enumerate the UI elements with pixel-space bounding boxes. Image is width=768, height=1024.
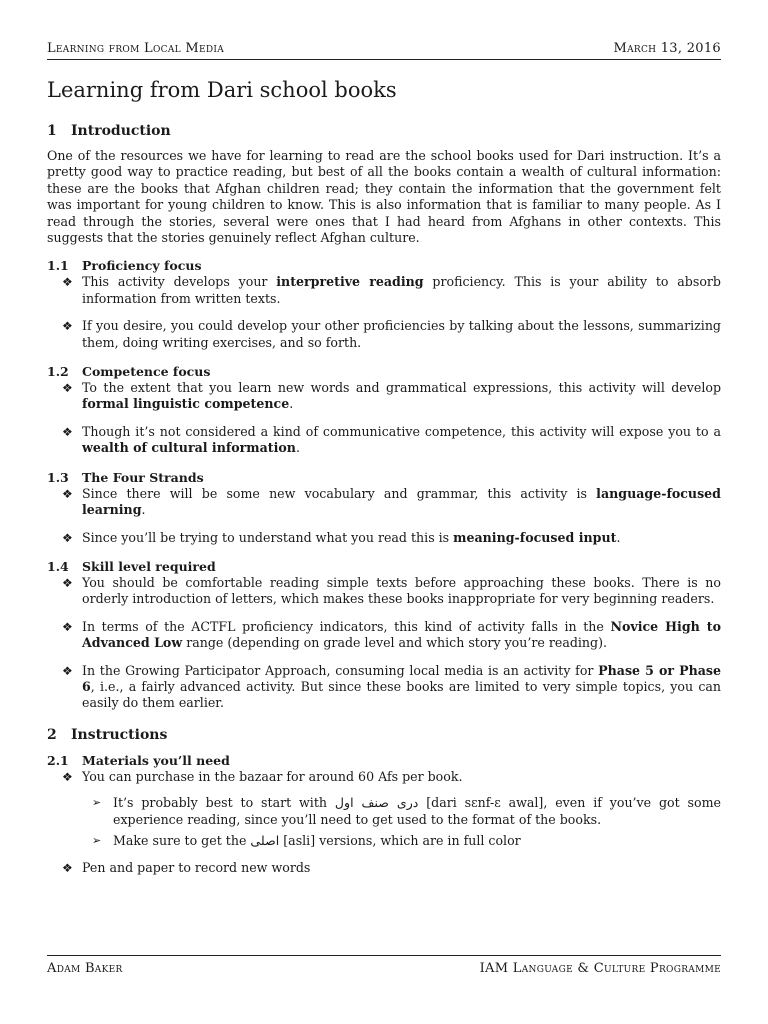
item-text: .	[141, 502, 146, 518]
diamond-bullet-icon: ❖	[62, 663, 73, 678]
subsection-title: Skill level required	[82, 558, 216, 574]
section-number: 1	[47, 123, 57, 139]
subsection-heading-proficiency	[47, 257, 721, 274]
list-item	[47, 274, 721, 307]
header-date: March 13, 2016	[613, 41, 721, 56]
item-emphasis: Phase 5 or Phase 6	[82, 662, 721, 694]
subsection-title: Competence focus	[82, 364, 211, 380]
item-text: To the extent that you learn new words and grammatical expressions, this activity will develop	[82, 380, 721, 396]
section-heading-introduction	[47, 122, 721, 140]
item-text: Since there will be some new vocabulary and grammar, this activity is	[82, 485, 597, 501]
sublist-item	[82, 795, 721, 828]
dari-text: دری صنف اول	[334, 795, 419, 811]
diamond-bullet-icon: ❖	[62, 619, 73, 634]
item-text: Make sure to get the	[113, 832, 251, 848]
diamond-bullet-icon: ❖	[62, 381, 73, 396]
competence-list	[47, 380, 721, 457]
subsection-heading-materials	[47, 752, 721, 769]
section-title: Instructions	[71, 726, 168, 743]
skill-level-list	[47, 575, 721, 712]
diamond-bullet-icon: ❖	[62, 424, 73, 439]
diamond-bullet-icon: ❖	[62, 275, 73, 290]
running-header	[47, 41, 721, 60]
diamond-bullet-icon: ❖	[62, 575, 73, 590]
subsection-heading-four-strands	[47, 469, 721, 486]
item-emphasis: meaning-focused input	[453, 529, 617, 545]
subsection-title: The Four Strands	[82, 469, 204, 485]
proficiency-list	[47, 274, 721, 351]
item-text: range (depending on grade level and which story you’re reading).	[182, 635, 608, 651]
list-item	[47, 486, 721, 519]
list-item	[47, 619, 721, 652]
list-item	[47, 318, 721, 351]
item-text: Since you’ll be trying to understand what you read this is	[82, 529, 454, 545]
item-text: You should be comfortable reading simple texts before approaching these books. There is no orderly introduction of letters, which makes these books inappropriate for very beginning readers.	[82, 574, 721, 607]
materials-sublist	[82, 795, 721, 849]
diamond-bullet-icon: ❖	[62, 861, 73, 876]
item-emphasis: language-focused learning	[82, 485, 721, 518]
dari-text: اصلی	[250, 832, 280, 848]
list-item	[47, 769, 721, 850]
item-text: Though it’s not considered a kind of communicative competence, this activity will expose you to a	[82, 423, 721, 439]
diamond-bullet-icon: ❖	[62, 319, 73, 334]
subsection-number: 1.4	[47, 558, 69, 574]
intro-paragraph: One of the resources we have for learning to read are the school books used for Dari instruction. It’s a pretty good way to practice reading, but best of all the books contain a wealth of cultural information: these are the books that Afghan children read; they contain the information that the government felt was important for young children to know. This is also information that is familiar to many people. As I read through the stories, several were ones that I had heard from Afghans in other contexts. This suggests that the stories genuinely reflect Afghan culture.	[47, 148, 721, 246]
list-item	[47, 663, 721, 712]
item-text: .	[289, 396, 294, 412]
diamond-bullet-icon: ❖	[62, 486, 73, 501]
item-text: It’s probably best to start with	[113, 795, 335, 811]
item-text: You can purchase in the bazaar for around 60 Afs per book.	[82, 768, 463, 784]
four-strands-list	[47, 486, 721, 546]
section-title: Introduction	[71, 123, 171, 139]
list-item	[47, 530, 721, 546]
list-item	[47, 424, 721, 457]
section-number: 2	[47, 726, 57, 743]
document-page	[47, 0, 721, 1024]
item-text: .	[295, 440, 300, 456]
list-item	[47, 860, 721, 876]
subsection-heading-skill-level	[47, 558, 721, 575]
subsection-number: 1.1	[47, 258, 69, 274]
item-emphasis: Novice High to Advanced Low	[82, 618, 722, 651]
item-emphasis: wealth of cultural information	[82, 440, 296, 456]
item-text: [dari sɛnf-ɛ awal], even if you’ve got some experience reading, since you’ll need to get used to the format of the books.	[113, 795, 721, 827]
subsection-number: 1.3	[47, 469, 69, 485]
item-emphasis: interpretive reading	[276, 274, 424, 290]
footer-author: Adam Baker	[47, 961, 123, 976]
item-emphasis: formal linguistic competence	[82, 396, 290, 412]
subsection-heading-competence	[47, 363, 721, 380]
item-text: , i.e., a fairly advanced activity. But since these books are limited to very simple topics, you can easily do them earlier.	[82, 678, 721, 711]
section-heading-instructions	[47, 726, 721, 744]
item-text: In the Growing Participator Approach, consuming local media is an activity for	[82, 662, 599, 678]
item-text: In terms of the ACTFL proficiency indicators, this kind of activity falls in the	[82, 618, 611, 634]
item-text: proficiency. This is your ability to absorb information from written texts.	[82, 274, 721, 306]
item-text: [asli] versions, which are in full color	[279, 832, 521, 848]
diamond-bullet-icon: ❖	[62, 769, 73, 784]
document-title: Learning from Dari school books	[47, 78, 397, 102]
list-item	[47, 380, 721, 413]
diamond-bullet-icon: ❖	[62, 530, 73, 545]
item-text: Pen and paper to record new words	[82, 860, 311, 876]
subsection-number: 1.2	[47, 364, 69, 380]
item-text: .	[616, 529, 621, 545]
arrow-bullet-icon: ➢	[92, 796, 102, 810]
header-left: Learning from Local Media	[47, 41, 225, 56]
arrow-bullet-icon: ➢	[92, 833, 102, 847]
sublist-item	[82, 833, 721, 849]
subsection-title: Proficiency focus	[82, 258, 202, 274]
subsection-number: 2.1	[47, 752, 69, 768]
item-text: This activity develops your	[82, 274, 277, 290]
footer-programme: IAM Language & Culture Programme	[479, 961, 721, 976]
item-text: If you desire, you could develop your other proficiencies by talking about the lessons, summarizing them, doing writing exercises, and so forth.	[82, 318, 721, 350]
list-item	[47, 575, 721, 608]
running-footer	[47, 955, 721, 976]
document-body	[47, 76, 721, 887]
subsection-title: Materials you’ll need	[82, 752, 230, 768]
materials-list	[47, 769, 721, 877]
